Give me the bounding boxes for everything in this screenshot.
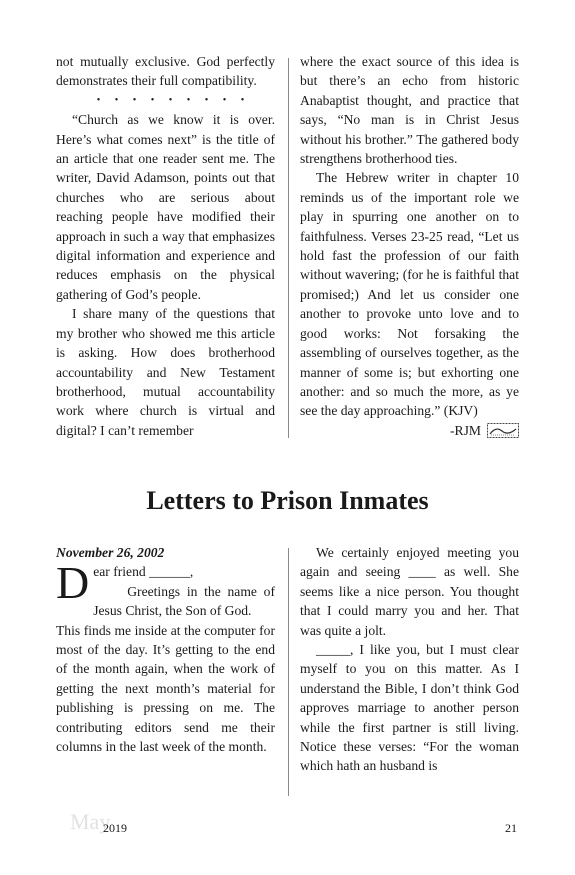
paragraph: _____, I like you, but I must clear myself to you on this matter. As I understand the Bible, I don’t think God approves marriage to another person while the first partner is still living. Notice these verses: “For the woman which hath an husband is: [300, 642, 519, 774]
footer-month: May: [70, 809, 111, 834]
letter-right-column: [300, 543, 519, 776]
footer-year: 2019: [103, 821, 127, 835]
paragraph: This finds me inside at the computer for most of the day. It’s getting to the end of the month again, when the work of getting the next month’s material for publishing is pressing on me. The contributing editors send me their columns in the last week of the month.: [56, 622, 275, 755]
paragraph: not mutually exclusive. God perfectly demonstrates their full compatibility.: [56, 54, 275, 89]
paragraph: where the exact source of this idea is but there’s an echo from historic Anabaptist thought, and practice that says, “No man is in Christ Jesus without his brother.” The gathered body strengthens brotherhood ties.: [300, 54, 519, 167]
column-divider-letter: [288, 548, 289, 796]
section-divider-dots: • • • • • • • • •: [96, 94, 251, 106]
paragraph: I share many of the questions that my brother who showed me this article is asking. How does brotherhood accountability and New Testament brotherhood, mutual accountability work where church is virtual and digital? I can’t remember: [56, 306, 275, 438]
salutation-text: ear friend ______,: [93, 564, 194, 580]
signature-line: [300, 421, 519, 440]
paragraph: We certainly enjoyed meeting you again and seeing ____ as well. She seems like a nice person. You thought that I could marry you and her. That was quite a jolt.: [300, 545, 519, 638]
letter-salutation: [56, 557, 275, 620]
page-number: 21: [505, 821, 517, 835]
paragraph: “Church as we know it is over. Here’s what comes next” is the title of an article that one reader sent me. The writer, David Adamson, points out that churches who are serious about reaching people have modified their approach in such a way that emphasizes digital information and experience and reduces emphasis on the physical gathering of God’s people.: [56, 112, 275, 302]
letter-date: November 26, 2002: [56, 545, 165, 560]
paragraph: The Hebrew writer in chapter 10 reminds us of the important role we play in spurring one another on to faithfulness. Verses 23-25 read, “Let us hold fast the profession of our faith without wavering; (for he is faithful that promised;) And let us consider one another to provoke unto love and to good works: Not forsaking the assembling of ourselves together, as the manner of some is; but exhorting one another: and so much the more, as ye see the day approaching.” (KJV): [300, 170, 519, 419]
drop-cap: D: [56, 557, 90, 609]
signature-initials: -RJM: [450, 422, 481, 438]
section-title: Letters to Prison Inmates: [146, 486, 429, 515]
greeting-text: Greetings in the name of Jesus Christ, the Son of God.: [93, 583, 275, 619]
top-right-column: [300, 52, 519, 440]
column-divider-top: [288, 58, 289, 438]
top-left-column: [56, 52, 275, 440]
letter-left-column: [56, 543, 275, 756]
end-mark-icon: [487, 423, 519, 438]
